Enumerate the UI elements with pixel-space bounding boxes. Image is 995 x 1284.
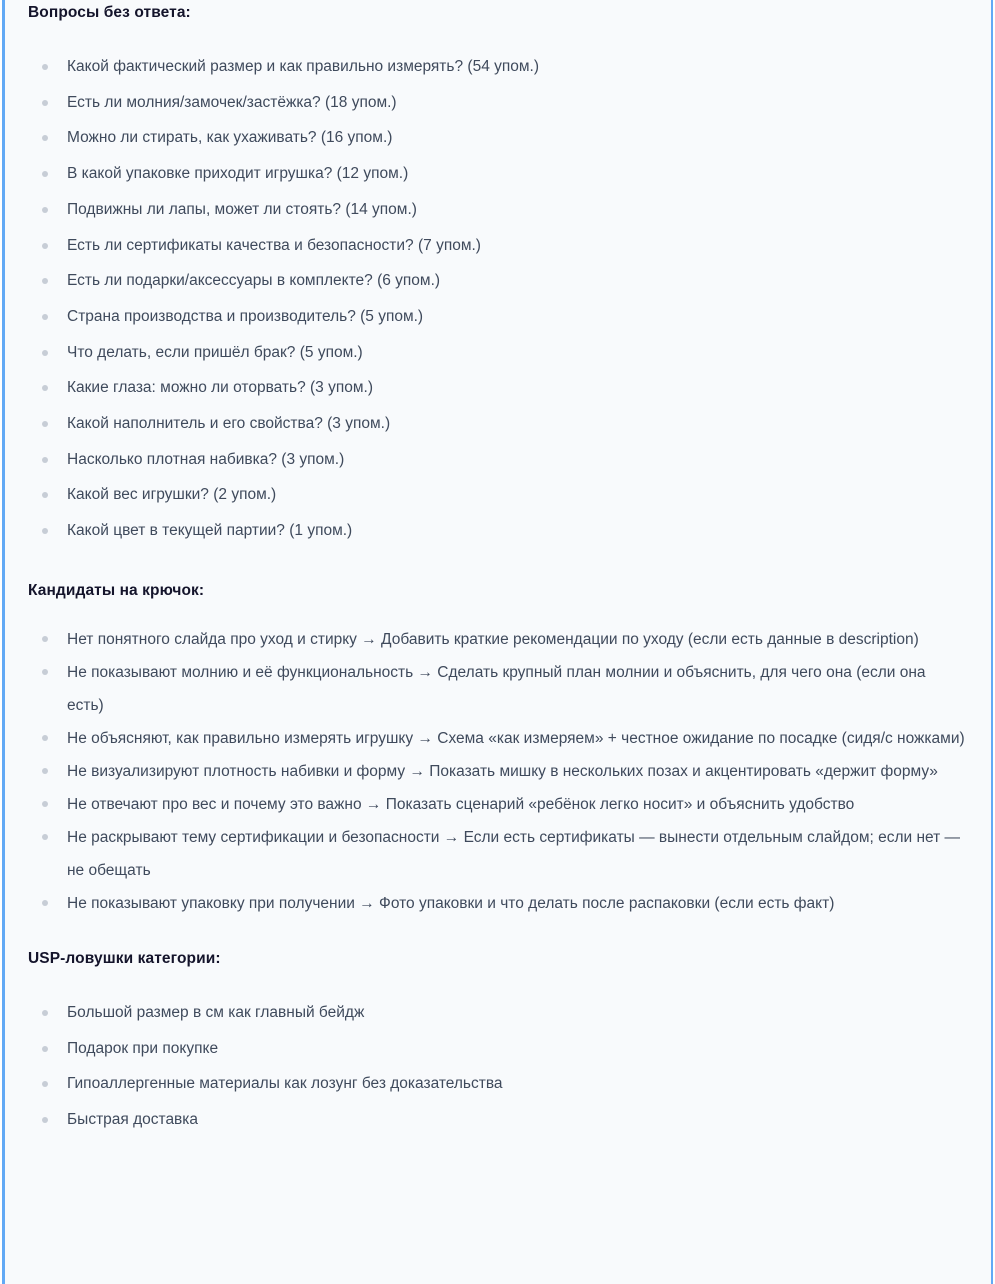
list-item: Подвижны ли лапы, может ли стоять? (14 упом.)	[28, 192, 971, 228]
section-heading-hook-candidates: Кандидаты на крючок:	[28, 581, 205, 599]
list-item: Не показывают упаковку при получении → Фото упаковки и что делать после распаковки (если есть факт)	[28, 887, 971, 920]
list-item: Насколько плотная набивка? (3 упом.)	[28, 442, 971, 478]
list-item: Есть ли молния/замочек/застёжка? (18 упом.)	[28, 85, 971, 121]
list-item: Гипоаллергенные материалы как лозунг без доказательства	[28, 1066, 971, 1102]
section-spacer	[28, 549, 971, 581]
list-item: Какой фактический размер и как правильно измерять? (54 упом.)	[28, 49, 971, 85]
list-item: Какой цвет в текущей партии? (1 упом.)	[28, 513, 971, 549]
list-item: Страна производства и производитель? (5 упом.)	[28, 299, 971, 335]
list-item: Не показывают молнию и её функциональность → Сделать крупный план молнии и объяснить, для чего она (если она есть)	[28, 656, 971, 722]
list-item: Нет понятного слайда про уход и стирку → Добавить краткие рекомендации по уходу (если есть данные в description)	[28, 623, 971, 656]
list-item: В какой упаковке приходит игрушка? (12 упом.)	[28, 156, 971, 192]
section-heading-usp-traps: USP-ловушки категории:	[28, 949, 221, 967]
list-item: Не визуализируют плотность набивки и форму → Показать мишку в нескольких позах и акцентировать «держит форму»	[28, 755, 971, 788]
list-item: Какой вес игрушки? (2 упом.)	[28, 477, 971, 513]
list-item: Что делать, если пришёл брак? (5 упом.)	[28, 335, 971, 371]
usp-traps-list	[28, 995, 971, 1138]
list-item: Не раскрывают тему сертификации и безопасности → Если есть сертификаты — вынести отдельным слайдом; если нет — не обещать	[28, 821, 971, 887]
list-item: Какой наполнитель и его свойства? (3 упом.)	[28, 406, 971, 442]
list-item: Не объясняют, как правильно измерять игрушку → Схема «как измеряем» + честное ожидание по посадке (сидя/с ножками)	[28, 722, 971, 755]
list-item: Есть ли сертификаты качества и безопасности? (7 упом.)	[28, 228, 971, 264]
insights-callout-card	[2, 0, 993, 1284]
unanswered-questions-list	[28, 49, 971, 549]
list-item: Большой размер в см как главный бейдж	[28, 995, 971, 1031]
list-item: Есть ли подарки/аксессуары в комплекте? (6 упом.)	[28, 263, 971, 299]
list-item: Быстрая доставка	[28, 1102, 971, 1138]
section-heading-unanswered-questions: Вопросы без ответа:	[28, 4, 191, 21]
section-spacer	[28, 920, 971, 949]
list-item: Подарок при покупке	[28, 1031, 971, 1067]
hook-candidates-list	[28, 623, 971, 920]
callout-content	[5, 0, 991, 1138]
list-item: Какие глаза: можно ли оторвать? (3 упом.)	[28, 370, 971, 406]
list-item: Не отвечают про вес и почему это важно → Показать сценарий «ребёнок легко носит» и объяснить удобство	[28, 788, 971, 821]
list-item: Можно ли стирать, как ухаживать? (16 упом.)	[28, 120, 971, 156]
